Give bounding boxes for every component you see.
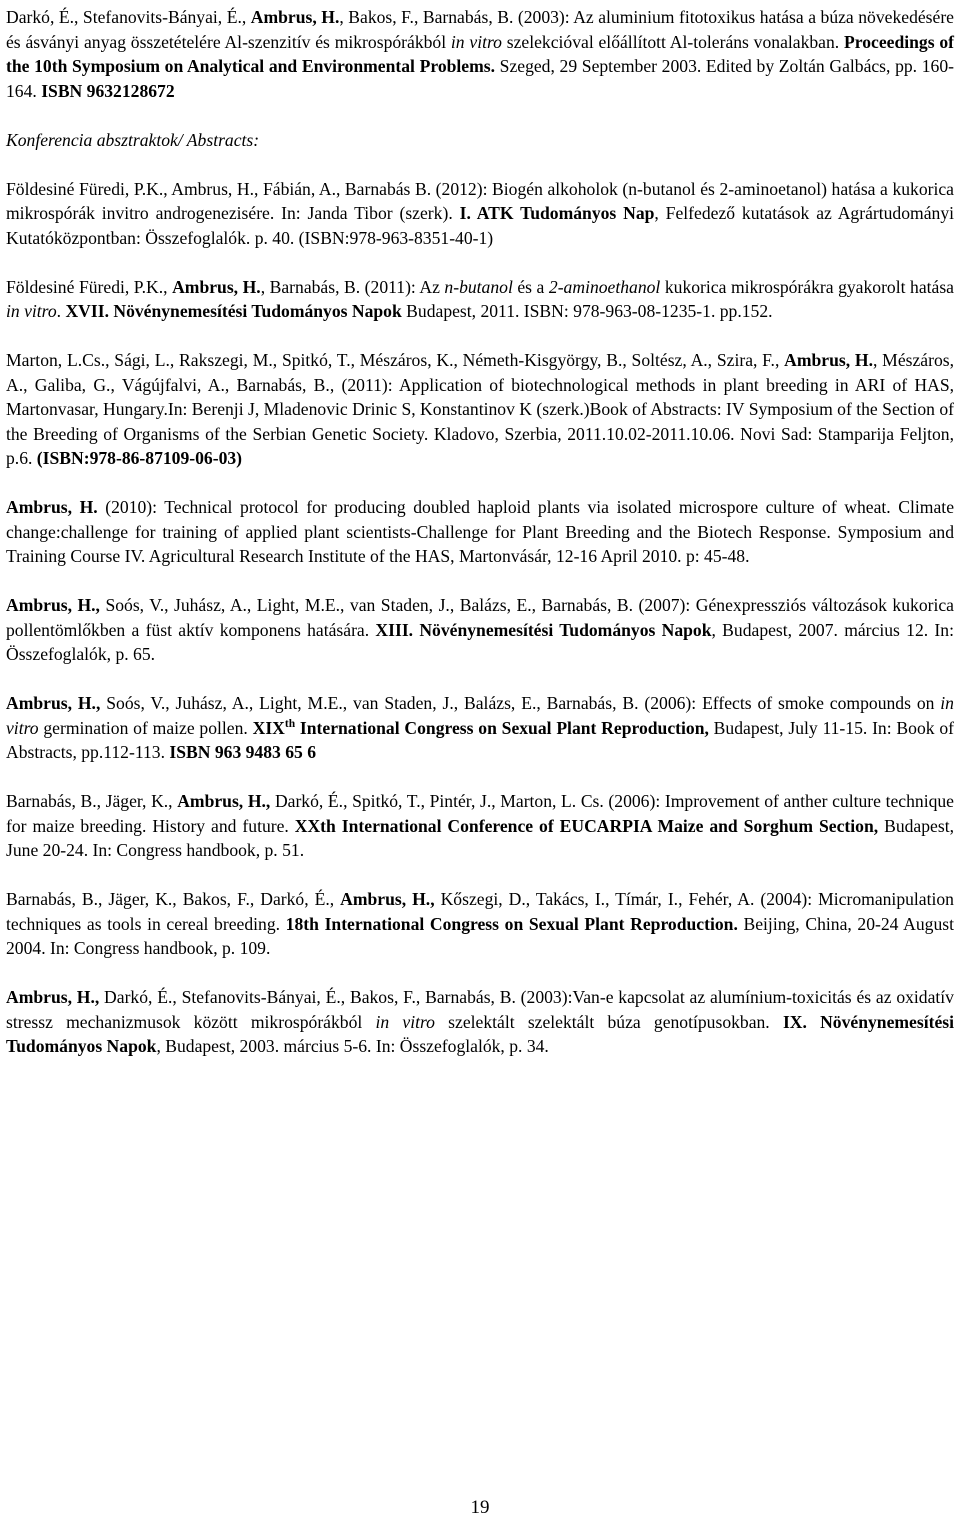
bold-text: XXth International Conference of EUCARPIA Maize and Sorghum Section, [294,815,879,836]
reference-text: Budapest, 2011. ISBN: 978-963-08-1235-1. pp.152. [401,301,773,321]
bold-text: Ambrus, H. [6,497,98,517]
reference-text: , Mészáros, A., Galiba, G., Vágújfalvi, A., Barnabás, B., (2011): Application of biotechnological methods in plant breeding in ARI of HAS, Martonvasar, Hungary.In: Berenji J, Mladenovic Drinic S, Konstantinov K (szerk.)Book of Abstracts: IV Symposium of the Section of the Breeding of Organisms of the Serbian Genetic Society. Kladovo, Szerbia, 2011.10.02-2011.10.06. Novi Sad: Stamparija Feljton, p.6. [6,350,954,468]
bold-text: Ambrus, H. [172,276,261,297]
bold-text: ISBN 9632128672 [41,80,175,101]
bold-text: I. ATK Tudományos Nap [459,203,655,223]
reference-entry [6,348,954,471]
reference-text: Kőszegi, D., Takács, I., Tímár, I., Fehér, A. (2004): Micromanipulation techniques as tools in cereal breeding. [6,889,954,934]
reference-text: Földesiné Füredi, P.K., Ambrus, H., Fábián, A., Barnabás B. (2012): Biogén alkoholok (n-butanol és 2-aminoetanol) hatása a kukorica mikrospórák invitro androgenezisére. In: Janda Tibor (szerk). [6,178,954,223]
italic-text: in vitro [375,1011,435,1032]
italic-text: n-butanol [444,276,513,297]
bold-text: Ambrus, H., [6,987,100,1007]
italic-text: 2-aminoethanol [548,276,661,297]
reference-text: Budapest, July 11-15. In: Book of Abstracts, pp.112-113. [6,717,954,762]
reference-text: kukorica mikrospórákra gyakorolt hatása [660,276,954,297]
reference-text: . [56,301,66,321]
reference-text: szelektált szelektált búza genotípusokban. [434,1011,783,1032]
reference-entry [6,985,954,1059]
reference-text: Darkó, É., Spitkó, T., Pintér, J., Marton, L. Cs. (2006): Improvement of anther culture technique for maize breeding. History and future. [6,791,954,836]
reference-entry [6,593,954,667]
reference-text: Földesiné Füredi, P.K., [6,276,173,297]
reference-text: Barnabás, B., Jäger, K., Bakos, F., Darkó, É., [6,889,341,909]
reference-entry [6,275,954,324]
reference-text: , Felfedező kutatások az Agrártudományi Kutatóközpontban: Összefoglalók. p. 40. (ISBN:978-963-8351-40-1) [6,203,955,248]
page-number: 19 [470,1497,490,1518]
bold-text: Ambrus, H., [340,889,435,909]
reference-text: Budapest, June 20-24. In: Congress handbook, p. 51. [6,815,954,860]
bold-text: XIX [252,717,285,738]
superscript-text: th [284,717,296,730]
section-heading: Konferencia absztraktok/ Abstracts: [6,129,260,150]
reference-entry [6,5,954,103]
reference-text: Marton, L.Cs., Sági, L., Rakszegi, M., Spitkó, T., Mészáros, K., Németh-Kisgyörgy, B., Soltész, A., Szira, F., [6,350,785,370]
reference-text: szelekcióval előállított Al-toleráns vonalakban. [501,31,844,52]
bold-text: Ambrus, H., [177,791,271,811]
bold-text: ISBN 963 9483 65 6 [169,742,317,762]
reference-entry [6,887,954,961]
reference-entry [6,177,954,251]
bold-text: Proceedings of the 10th Symposium on Analytical and Environmental Problems. [6,31,954,76]
italic-text: in vitro [450,31,502,52]
reference-entry [6,789,954,863]
reference-text: Szeged, 29 September 2003. Edited by Zoltán Galbács, pp. 160-164. [6,56,954,101]
bold-text: (ISBN:978-86-87109-06-03) [36,448,243,468]
bold-text: XIII. Növénynemesítési Tudományos Napok [375,619,712,640]
reference-text: , Budapest, 2007. március 12. In: Összefoglalók, p. 65. [6,619,954,664]
reference-entry [6,691,954,765]
reference-list [6,5,954,103]
reference-text: Soós, V., Juhász, A., Light, M.E., van Staden, J., Balázs, E., Barnabás, B. (2007): Génexpressziós változások kukorica pollentömlőkben a füst aktív komponens hatására. [6,595,954,640]
bold-text: XVII. Növénynemesítési Tudományos Napok [65,301,402,321]
reference-text: , Bakos, F., Barnabás, B. (2003): Az aluminium fitotoxikus hatása a búza növekedésére és ásványi anyag összetételére Al-szenzitív és mikrospórákból [6,7,954,52]
bold-text: Ambrus, H. [784,350,873,370]
reference-text: Darkó, É., Stefanovits-Bányai, É., Bakos, F., Barnabás, B. (2003):Van-e kapcsolat az alumínium-toxicitás és az oxidatív stressz mechanizmusok között mikrospórákból [6,987,954,1032]
italic-text: in vitro [6,301,57,321]
reference-text: Soós, V., Juhász, A., Light, M.E., van Staden, J., Balázs, E., Barnabás, B. (2006): Effects of smoke compounds on [100,693,941,713]
reference-text: , Barnabás, B. (2011): Az [260,276,445,297]
reference-text: és a [512,276,549,297]
reference-text: Darkó, É., Stefanovits-Bányai, É., [6,7,251,27]
bold-text: Ambrus, H., [6,595,100,615]
reference-list [6,177,954,1059]
bold-text: 18th International Congress on Sexual Plant Reproduction. [285,913,738,934]
reference-text: Barnabás, B., Jäger, K., [6,791,178,811]
reference-entry [6,495,954,569]
reference-text: germination of maize pollen. [38,717,253,738]
bold-text: International Congress on Sexual Plant Reproduction, [295,717,709,738]
reference-text: , Budapest, 2003. március 5-6. In: Összefoglalók, p. 34. [156,1036,549,1056]
reference-text: (2010): Technical protocol for producing doubled haploid plants via isolated microspore culture of wheat. Climate change:challenge for training of applied plant scientists-Challenge for Plant Breeding and the Biotech Response. Symposium and Training Course IV. Agricultural Research Institute of the HAS, Martonvásár, 12-16 April 2010. p: 45-48. [6,497,954,566]
bold-text: Ambrus, H., [6,693,101,713]
bold-text: Ambrus, H. [250,7,340,27]
reference-text: Beijing, China, 20-24 August 2004. In: Congress handbook, p. 109. [6,913,954,958]
italic-text: in vitro [6,693,954,738]
bold-text: IX. Növénynemesítési Tudományos Napok [6,1011,954,1056]
